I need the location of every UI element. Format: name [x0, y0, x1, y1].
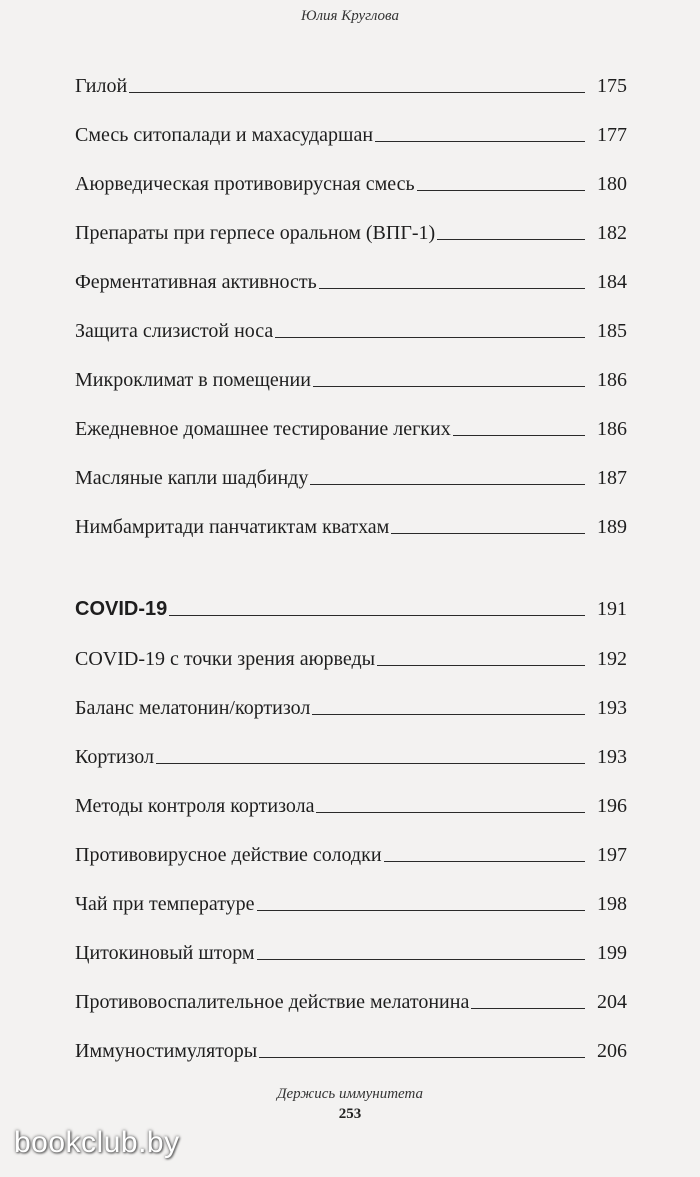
toc-entry-title: Иммуностимуляторы: [75, 1040, 258, 1062]
toc-leader-line: [471, 1008, 585, 1009]
toc-section-title: COVID-19: [75, 598, 168, 620]
toc-entry-title: Противовоспалительное действие мелатонина: [75, 991, 470, 1013]
toc-entry-page: 189: [597, 516, 627, 538]
toc-entry-title: Цитокиновый шторм: [75, 942, 255, 964]
toc-entry-page: 184: [597, 271, 627, 293]
toc-entry-page: 175: [597, 75, 627, 97]
toc-entry-title: Ежедневное домашнее тестирование легких: [75, 418, 451, 440]
running-footer-book-title: Держись иммунитета: [276, 1086, 424, 1102]
toc-entry: [75, 876, 627, 916]
toc-entry-page: 185: [597, 320, 627, 342]
toc-entry: [75, 450, 627, 490]
toc-entry: [75, 499, 627, 539]
toc-leader-line: [257, 959, 585, 960]
toc-leader-line: [437, 239, 585, 240]
toc-entry-title: Аюрведическая противовирусная смесь: [75, 173, 415, 195]
toc-entry-title: Защита слизистой носа: [75, 320, 274, 342]
toc-leader-line: [417, 190, 585, 191]
toc-entry-page: 198: [597, 893, 627, 915]
toc-leader-line: [275, 337, 585, 338]
toc-entry-title: Баланс мелатонин/кортизол: [75, 697, 311, 719]
toc-entry-page: 177: [597, 124, 627, 146]
toc-entry-title: Гилой: [75, 75, 128, 97]
toc-leader-line: [319, 288, 585, 289]
toc-entry-page: 187: [597, 467, 627, 489]
toc-entry: [75, 205, 627, 245]
running-header-author: Юлия Круглова: [301, 8, 399, 24]
toc-entry: [75, 1023, 627, 1063]
toc-entry-title: Микроклимат в помещении: [75, 369, 311, 391]
toc-entry-title: Противовирусное действие солодки: [75, 844, 382, 866]
toc-entry-page: 193: [597, 746, 627, 768]
toc-entry: [75, 729, 627, 769]
toc-entry-page: 186: [597, 369, 627, 391]
toc-section-heading: [75, 581, 627, 621]
page-number: 253: [338, 1106, 362, 1122]
toc-entry-title: Нимбамритади панчатиктам кватхам: [75, 516, 390, 538]
toc-entry-page: 199: [597, 942, 627, 964]
toc-leader-line: [316, 812, 585, 813]
toc-leader-line: [259, 1057, 585, 1058]
toc-entry-title: COVID-19 с точки зрения аюрведы: [75, 648, 376, 670]
toc-entry-page: 204: [597, 991, 627, 1013]
toc-entry-page: 192: [597, 648, 627, 670]
toc-entry-title: Методы контроля кортизола: [75, 795, 315, 817]
toc-entry: [75, 778, 627, 818]
toc-entry-title: Препараты при герпесе оральном (ВПГ-1): [75, 222, 436, 244]
toc-entry: [75, 254, 627, 294]
toc-entry: [75, 107, 627, 147]
toc-entry-page: 193: [597, 697, 627, 719]
toc-entry: [75, 974, 627, 1014]
toc-entry: [75, 303, 627, 343]
toc-entry: [75, 925, 627, 965]
toc-entry-page: 196: [597, 795, 627, 817]
toc-entry: [75, 156, 627, 196]
toc-entry: [75, 401, 627, 441]
toc-leader-line: [156, 763, 585, 764]
toc-leader-line: [169, 615, 585, 616]
watermark: bookclub.by: [14, 1126, 180, 1159]
toc-entry-page: 197: [597, 844, 627, 866]
toc-leader-line: [313, 386, 585, 387]
toc-entry-page: 206: [597, 1040, 627, 1062]
toc-leader-line: [257, 910, 585, 911]
toc-entry: [75, 680, 627, 720]
toc-leader-line: [310, 484, 585, 485]
toc-leader-line: [312, 714, 585, 715]
toc-entry: [75, 827, 627, 867]
toc-entry-title: Смесь ситопалади и махасударшан: [75, 124, 374, 146]
toc-section-page: 191: [597, 598, 627, 620]
toc-leader-line: [377, 665, 585, 666]
toc-entry-page: 180: [597, 173, 627, 195]
toc-leader-line: [129, 92, 585, 93]
toc-leader-line: [453, 435, 585, 436]
toc-leader-line: [384, 861, 585, 862]
toc-leader-line: [375, 141, 585, 142]
toc-entry-title: Ферментативная активность: [75, 271, 317, 293]
toc-entry-title: Масляные капли шадбинду: [75, 467, 309, 489]
toc-entry: [75, 631, 627, 671]
toc-leader-line: [391, 533, 585, 534]
toc-entry: [75, 352, 627, 392]
toc-entry: [75, 58, 627, 98]
toc-entry-title: Кортизол: [75, 746, 155, 768]
toc-entry-page: 186: [597, 418, 627, 440]
toc-entry-page: 182: [597, 222, 627, 244]
toc-entry-title: Чай при температуре: [75, 893, 255, 915]
